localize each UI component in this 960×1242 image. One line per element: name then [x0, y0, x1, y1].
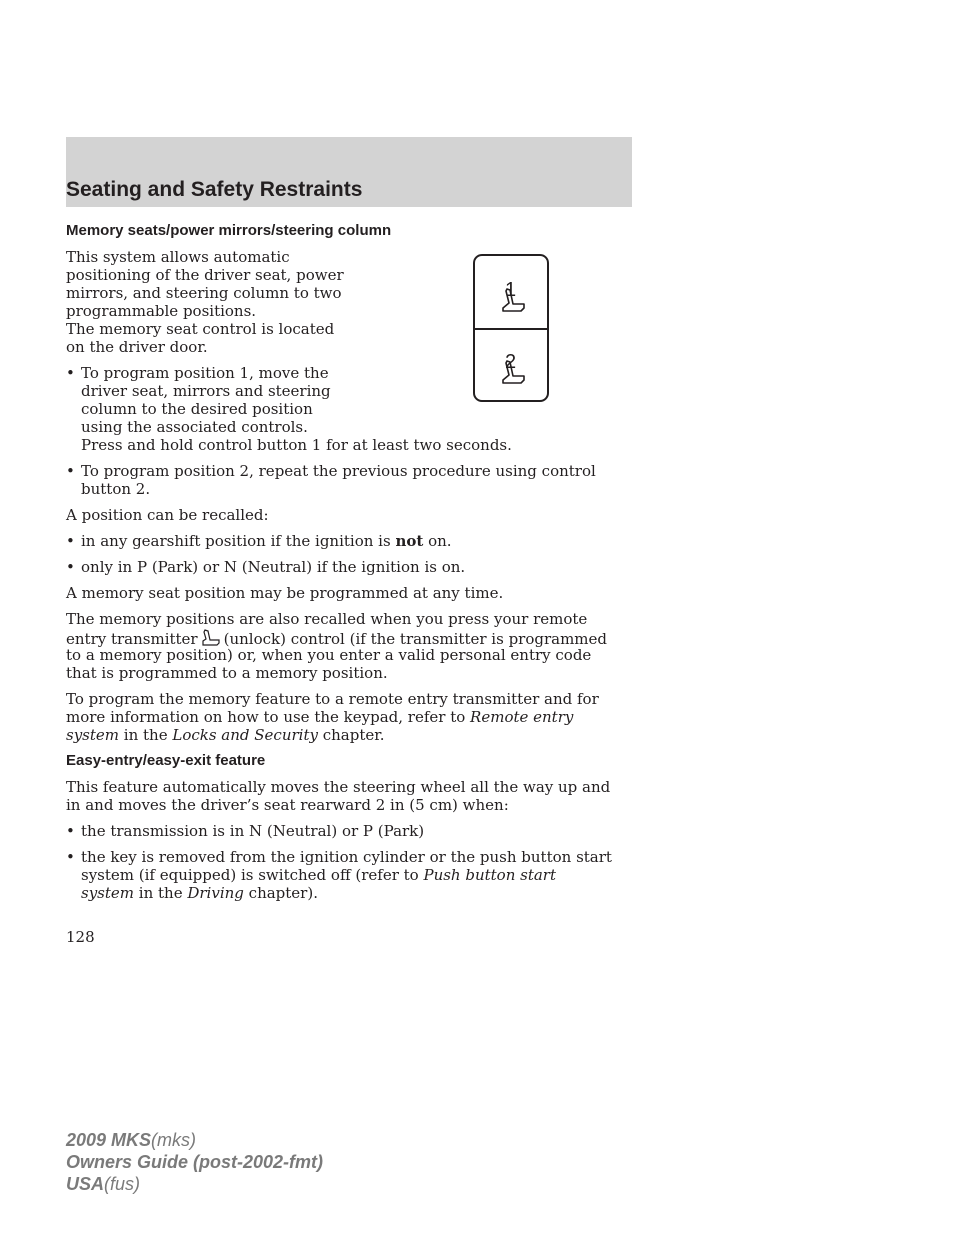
program2-line-2: button 2.	[81, 480, 151, 498]
intro-line-4: programmable positions.	[66, 302, 257, 320]
remote-line-3: to a memory position) or, when you enter a valid personal entry code	[66, 646, 592, 664]
footer-line-3: USA(fus)	[66, 1174, 141, 1194]
easy-bullet-1: the transmission is in N (Neutral) or P (Park)	[81, 822, 425, 840]
easy-bullet-2-line-1: the key is removed from the ignition cylinder or the push button start	[81, 848, 612, 866]
page-number: 128	[66, 928, 95, 946]
bullet-dot: •	[66, 822, 75, 840]
remote-entry-link: Remote entry	[470, 708, 574, 726]
location-line-1: The memory seat control is located	[66, 320, 335, 338]
seat-icon	[501, 358, 529, 386]
recall-bullet-2: only in P (Park) or N (Neutral) if the ignition is on.	[81, 558, 466, 576]
easy-bullet-2-line-3: system in the Driving chapter).	[81, 884, 318, 902]
bullet-dot: •	[66, 462, 75, 480]
memory-button-1	[475, 256, 547, 326]
intro-line-1: This system allows automatic	[66, 248, 290, 266]
easy-entry-heading: Easy-entry/easy-exit feature	[66, 752, 266, 769]
refer-line-2: more information on how to use the keypad, refer to Remote entry	[66, 708, 574, 726]
easy-bullet-2-line-2: system (if equipped) is switched off (refer to Push button start	[81, 866, 557, 884]
remote-line-2: entry transmitter (unlock) control (if the transmitter is programmed	[66, 630, 608, 648]
memory-button-2	[475, 330, 547, 400]
recall-intro: A position can be recalled:	[66, 506, 269, 524]
memory-button-panel	[473, 254, 549, 402]
program1-line-5: Press and hold control button 1 for at least two seconds.	[81, 436, 512, 454]
remote-line-1: The memory positions are also recalled when you press your remote	[66, 610, 588, 628]
bullet-dot: •	[66, 532, 75, 550]
memory-seats-heading: Memory seats/power mirrors/steering column	[66, 222, 392, 239]
memory-button-2-label: 2	[505, 351, 517, 373]
intro-line-3: mirrors, and steering column to two	[66, 284, 342, 302]
program1-line-4: using the associated controls.	[81, 418, 308, 436]
recall-bullet-1: in any gearshift position if the ignition is not on.	[81, 532, 452, 550]
anytime-note: A memory seat position may be programmed at any time.	[66, 584, 504, 602]
location-line-2: on the driver door.	[66, 338, 208, 356]
bullet-dot: •	[66, 848, 75, 866]
program1-line-1: To program position 1, move the	[81, 364, 329, 382]
remote-line-4: that is programmed to a memory position.	[66, 664, 388, 682]
chapter-title: Seating and Safety Restraints	[66, 178, 363, 201]
bullet-dot: •	[66, 364, 75, 382]
program2-line-1: To program position 2, repeat the previous procedure using control	[81, 462, 596, 480]
easy-intro-line-2: in and moves the driver’s seat rearward 2 in (5 cm) when:	[66, 796, 509, 814]
footer-line-2: Owners Guide (post-2002-fmt)	[66, 1152, 324, 1172]
memory-button-1-label: 1	[505, 279, 517, 301]
program1-line-3: column to the desired position	[81, 400, 313, 418]
refer-line-1: To program the memory feature to a remote entry transmitter and for	[66, 690, 599, 708]
seat-icon	[501, 286, 529, 314]
easy-intro-line-1: This feature automatically moves the steering wheel all the way up and	[66, 778, 611, 796]
intro-line-2: positioning of the driver seat, power	[66, 266, 344, 284]
footer-line-1: 2009 MKS(mks)	[66, 1130, 197, 1150]
refer-line-3: system in the Locks and Security chapter.	[66, 726, 385, 744]
program1-line-2: driver seat, mirrors and steering	[81, 382, 331, 400]
bullet-dot: •	[66, 558, 75, 576]
